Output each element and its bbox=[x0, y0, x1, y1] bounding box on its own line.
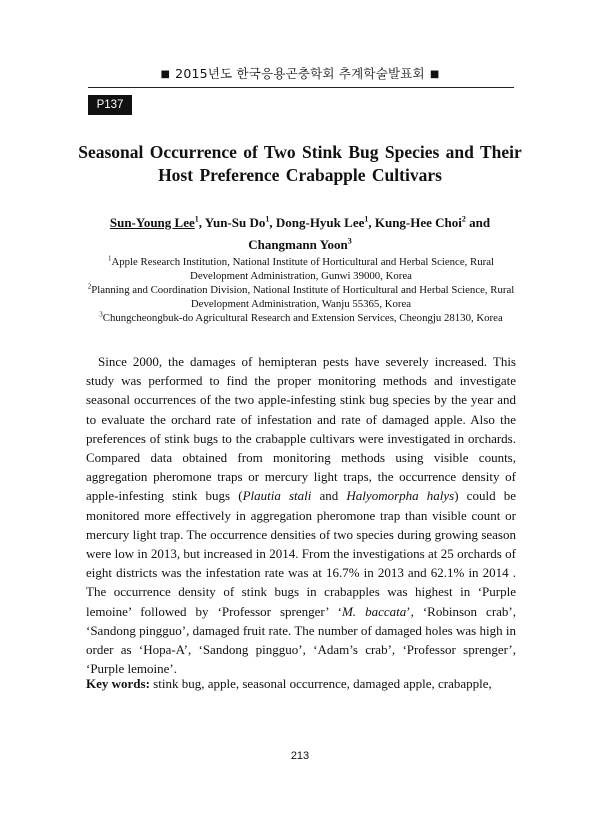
author-line bbox=[60, 234, 540, 256]
author: Changmann Yoon bbox=[248, 237, 348, 252]
author-affil-sup: 3 bbox=[347, 236, 352, 246]
author: Kung-Hee Choi bbox=[374, 215, 462, 230]
paper-title-line: Host Preference Crabapple Cultivars bbox=[158, 165, 442, 185]
abstract-text: Since 2000, the damages of hemipteran pests have severely increased. This study was performed to find the proper monitoring methods and investigate seasonal occurrences of the two apple-infesting stink bug species by the year and to evaluate the orchard rate of infestation and rate of damaged apple. Also the preferences of stink bugs to the crabapple cultivars were investigated in orchards. Compared data obtained from monitoring methods using visible counts, aggregation pheromone traps or mercury light traps, the occurrence density of apple-infesting stink bugs ( bbox=[86, 354, 516, 504]
keywords-text: stink bug, apple, seasonal occurrence, damaged apple, crabapple, bbox=[149, 676, 492, 691]
header-divider bbox=[88, 87, 514, 88]
author-affil-sup: 1 bbox=[265, 214, 270, 224]
affiliation-sup: 2 bbox=[87, 282, 92, 291]
presenting-author: Sun-Young Lee bbox=[109, 215, 195, 230]
author: Yun-Su Do bbox=[204, 215, 266, 230]
affiliation-item bbox=[86, 311, 516, 325]
paper-title-line: Seasonal Occurrence of Two Stink Bug Species and Their bbox=[78, 142, 522, 162]
affiliation-sup: 1 bbox=[107, 254, 112, 263]
affiliation-text: Chungcheongbuk-do Agricultural Research and Extension Services, Cheongju 28130, Korea bbox=[102, 312, 503, 324]
affiliation-item bbox=[86, 255, 516, 283]
square-bullet-icon: ■ bbox=[429, 69, 440, 80]
species-name: M. baccata bbox=[341, 603, 407, 619]
abstract-text: ) could be monitored more effectively in aggregation pheromone trap than visible count or mercury light trap. The occurrence densities of two species during growing season were low in 2013, but increased in 2014. From the investigations at 25 orchards of eight districts was the infestation rate was at 16.7% in 2013 and 62.1% in 2014 . The occurrence density of stink bugs in crabapples was highest in ‘Purple lemoine’ followed by ‘Professor sprenger’ ‘ bbox=[86, 488, 516, 619]
author-affil-sup: 1 bbox=[194, 214, 199, 224]
paper-title bbox=[60, 141, 540, 187]
keywords bbox=[86, 674, 516, 693]
author-conjunction: and bbox=[469, 215, 491, 230]
page-number: 213 bbox=[290, 750, 310, 762]
author: Dong-Hyuk Lee bbox=[275, 215, 365, 230]
author-line: Sun-Young Lee$^1$, Yun-Su Do$^1$, Dong-Hyuk Lee$^1$, Kung-Hee Choi$^2$ and bbox=[109, 214, 491, 230]
author-affil-sup: 2 bbox=[461, 214, 466, 224]
species-name: Plautia stali bbox=[242, 488, 312, 504]
affiliation-sup: 3 bbox=[99, 310, 103, 319]
keywords-label: Key words: bbox=[86, 676, 150, 691]
conference-header-text: 2015년도 한국응용곤충학회 추계학술발표회 bbox=[175, 66, 425, 81]
abstract-text: and bbox=[311, 488, 347, 504]
affiliation-text: Planning and Coordination Division, National Institute of Horticultural and Herbal Science, Rural Development Administration, Wanju 55365, Korea bbox=[91, 284, 515, 310]
author-affil-sup: 1 bbox=[364, 214, 369, 224]
affiliations bbox=[86, 255, 516, 325]
poster-number-badge: P137 bbox=[88, 95, 132, 115]
affiliation-item bbox=[86, 283, 516, 311]
affiliation-text: Apple Research Institution, National Institute of Horticultural and Herbal Science, Rural Development Administration, Gunwi 39000, Korea bbox=[111, 256, 495, 282]
square-bullet-icon: ■ bbox=[160, 69, 171, 80]
author-list bbox=[60, 212, 540, 256]
conference-header bbox=[0, 64, 600, 82]
abstract-body bbox=[86, 352, 516, 678]
species-name: Halyomorpha halys bbox=[346, 488, 455, 504]
abstract-text: ’, ‘Robinson crab’, ‘Sandong pingguo’, damaged fruit rate. The number of damaged holes was high in order as ‘Hopa-A’, ‘Sandong pingguo’, ‘Adam’s crab’, ‘Professor sprenger’, ‘Purple lemoine’. bbox=[86, 603, 516, 677]
